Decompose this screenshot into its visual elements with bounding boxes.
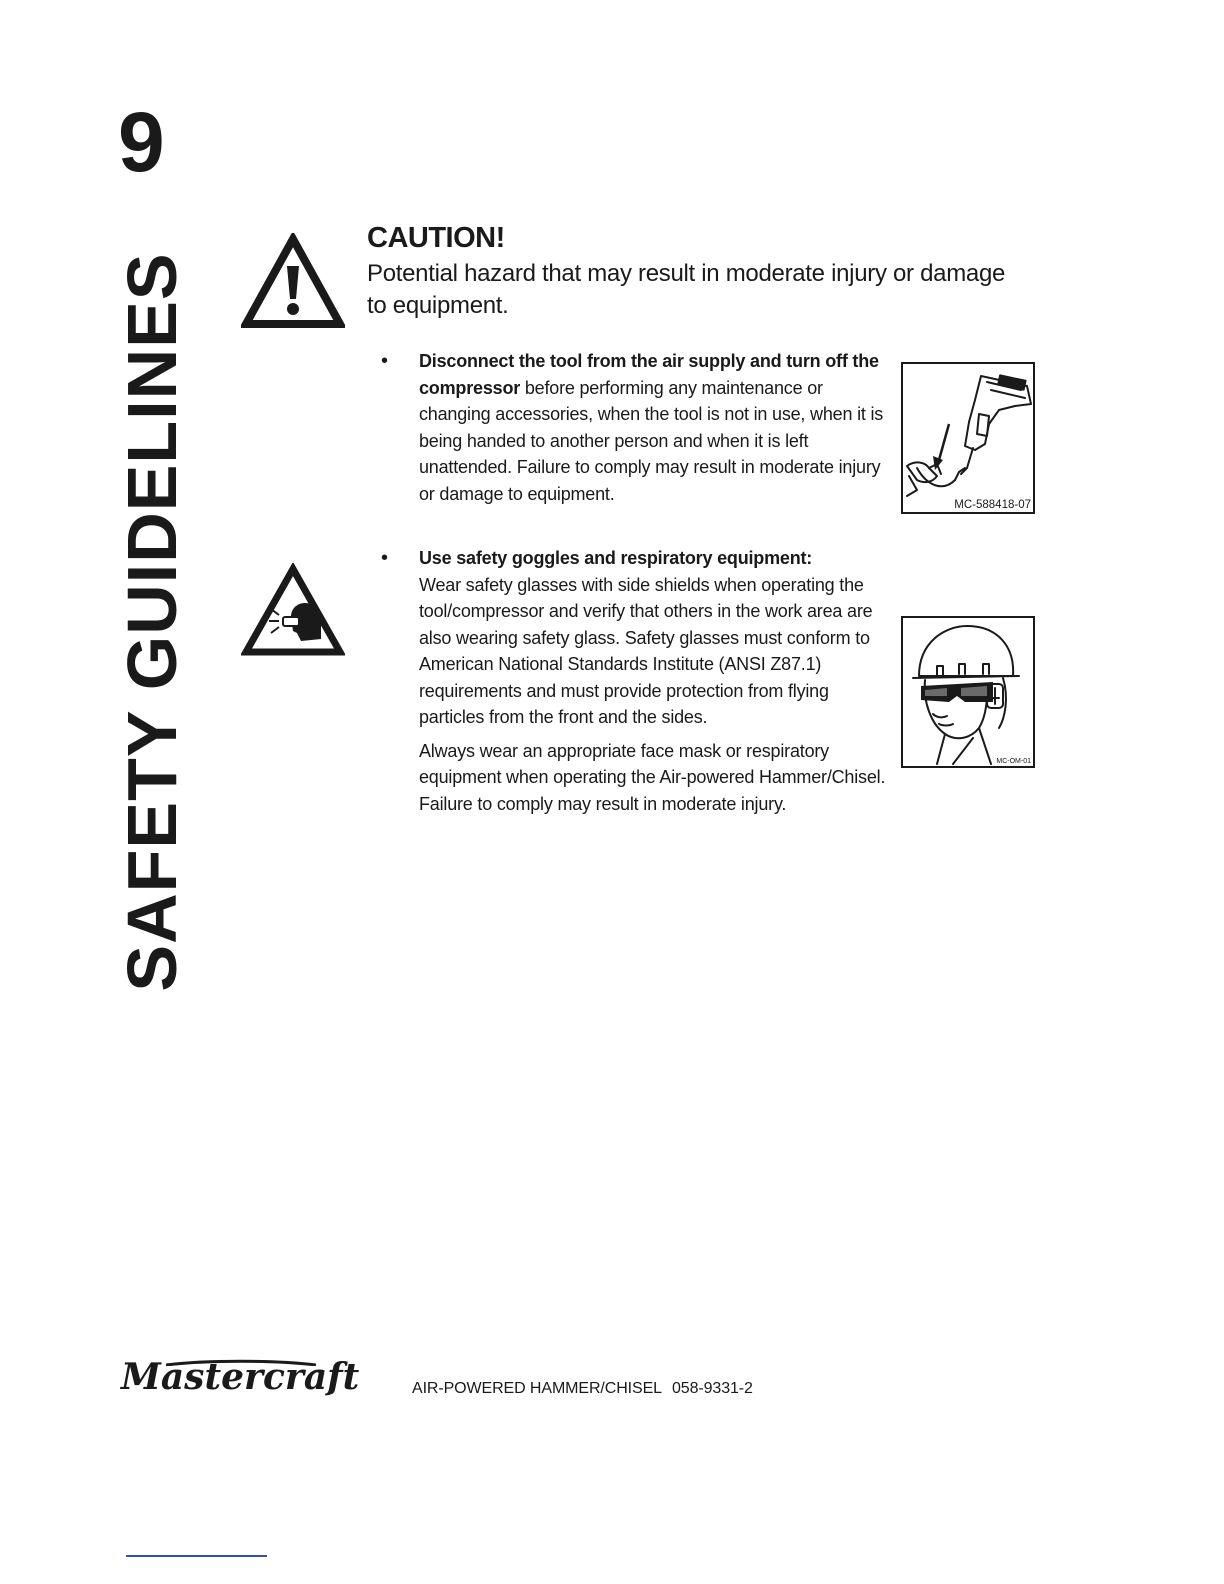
safety-goggles-illustration	[901, 616, 1035, 768]
section-title: SAFETY GUIDELINES	[113, 252, 191, 992]
footer-model-number: 058-9331-2	[671, 1380, 753, 1397]
worker-with-goggles-drawing	[903, 618, 1033, 766]
item-body: before performing any maintenance or changing accessories, when the tool is not in use, when it is being handed to another person and when it is left unattended. Failure to comply may result in moderate injury or damage to equipment.	[419, 377, 884, 504]
bullet-marker: •	[381, 350, 389, 372]
caution-subtitle: Potential hazard that may result in moderate injury or damage to equipment.	[367, 260, 1006, 319]
caution-heading: CAUTION!	[367, 222, 505, 254]
footer-product-line	[412, 1380, 753, 1398]
safety-item-disconnect	[419, 348, 897, 507]
page-number: 9	[118, 95, 164, 189]
disconnect-air-tool-illustration	[901, 362, 1035, 514]
brand-logo: Mastercraft	[121, 1356, 360, 1398]
item-paragraph-2: Always wear an appropriate face mask or respiratory equipment when operating the Air-powered Hammer/Chisel. Failure to comply may result in moderate injury.	[419, 740, 886, 814]
item-lead: Use safety goggles and respiratory equipment:	[419, 548, 813, 568]
item-lead: Disconnect the tool from the air supply and turn off the compressor	[419, 351, 879, 398]
item-paragraph-1: Wear safety glasses with side shields when operating the tool/compressor and verify that others in the work area are also wearing safety glass. Safety glasses must conform to American National Standards Institute (ANSI Z87.1) requirements and must provide protection from flying particles from the front and the sides.	[419, 574, 873, 727]
safety-item-goggles	[419, 545, 897, 817]
eye-protection-warning-icon	[241, 563, 345, 657]
air-tool-drawing	[903, 364, 1033, 512]
footer-product-name: AIR-POWERED HAMMER/CHISEL	[412, 1380, 662, 1397]
figure-code: MC-588418-07	[954, 499, 1031, 512]
bottom-link-underline[interactable]	[126, 1555, 267, 1557]
warning-triangle-icon	[241, 233, 345, 329]
bullet-marker: •	[381, 547, 389, 569]
figure-code: MC-OM-01	[996, 758, 1031, 766]
